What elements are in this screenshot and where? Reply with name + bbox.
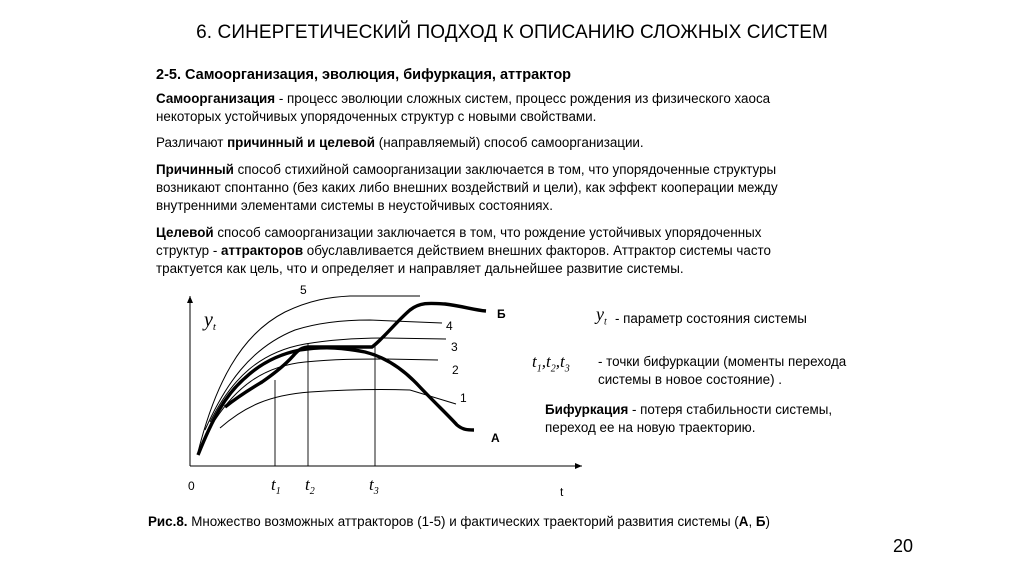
y-axis-label: $y_t$: [204, 309, 216, 333]
text: - точки бифуркации (моменты перехода: [598, 354, 847, 369]
term-causal: Причинный: [156, 162, 234, 177]
trajectory-a-label: А: [491, 431, 500, 445]
t2-label: $t_2$: [305, 475, 315, 497]
text: обуславливается действием внешних факторов. Аттрактор системы часто: [303, 243, 771, 258]
text: способ самоорганизации заключается в том, что рождение устойчивых упорядоченных: [213, 225, 762, 240]
text: (направляемый) способ самоорганизации.: [375, 135, 644, 150]
attractor-curve-5: [198, 296, 420, 452]
term-self-organization: Самоорганизация: [156, 91, 276, 106]
term-target: Целевой: [156, 225, 214, 240]
text: Б: [755, 514, 766, 529]
x-axis-label: t: [560, 485, 564, 499]
text: - потеря стабильности системы,: [628, 402, 833, 417]
t3-label: $t_3$: [369, 475, 379, 497]
bifurcation-points-symbol: $t_1,t_2,t_3$: [532, 352, 570, 375]
legend-bifurcation-definition: [545, 401, 832, 437]
curve-label-2: 2: [452, 363, 459, 377]
term-causal-target: причинный и целевой: [227, 135, 376, 150]
text: способ стихийной самоорганизации заключается в том, что упорядоченные структуры: [233, 162, 777, 177]
text: Множество возможных аттракторов (1-5) и фактических траекторий развития системы (: [187, 514, 739, 529]
text: системы в новое состояние) .: [598, 372, 782, 387]
text: возникают спонтанно (без каких либо внешних воздействий и цели), как эффект кооперации между: [156, 180, 778, 195]
page-number: 20: [893, 536, 914, 556]
text: переход ее на новую траекторию.: [545, 420, 756, 435]
legend-yt-text: - параметр состояния системы: [615, 311, 807, 326]
text: структур -: [156, 243, 222, 258]
text: Различают: [156, 135, 228, 150]
curve-label-1: 1: [460, 391, 467, 405]
curve-label-3: 3: [451, 340, 458, 354]
text: некоторых устойчивых упорядоченных структур с новыми свойствами.: [156, 109, 597, 124]
origin-label: 0: [188, 479, 195, 493]
trajectory-b-label: Б: [497, 307, 506, 321]
text: трактуется как цель, что и определяет и направляет дальнейшее развитие системы.: [156, 261, 684, 276]
text: ): [765, 514, 770, 529]
section-subtitle: 2-5. Самоорганизация, эволюция, бифуркация, аттрактор: [156, 67, 572, 83]
trajectory-a: [198, 348, 474, 455]
text: ,: [748, 514, 756, 529]
figure-caption: [148, 514, 770, 529]
slide-title: 6. СИНЕРГЕТИЧЕСКИЙ ПОДХОД К ОПИСАНИЮ СЛОЖНЫХ СИСТЕМ: [196, 22, 828, 43]
term-bifurcation: Бифуркация: [545, 402, 629, 417]
caption-label: Рис.8.: [148, 514, 188, 529]
curve-label-4: 4: [446, 319, 453, 333]
legend-bifurcation-points: [598, 353, 846, 389]
t1-label: $t_1$: [271, 475, 281, 497]
text: А: [738, 514, 749, 529]
attractor-curve-1: [220, 390, 456, 428]
text: - процесс эволюции сложных систем, процесс рождения из физического хаоса: [275, 91, 771, 106]
curve-label-5: 5: [300, 283, 307, 297]
yt-symbol: $y_t$: [596, 304, 607, 328]
term-attractors: аттракторов: [221, 243, 304, 258]
text: внутренними элементами системы в неустойчивых состояниях.: [156, 198, 553, 213]
